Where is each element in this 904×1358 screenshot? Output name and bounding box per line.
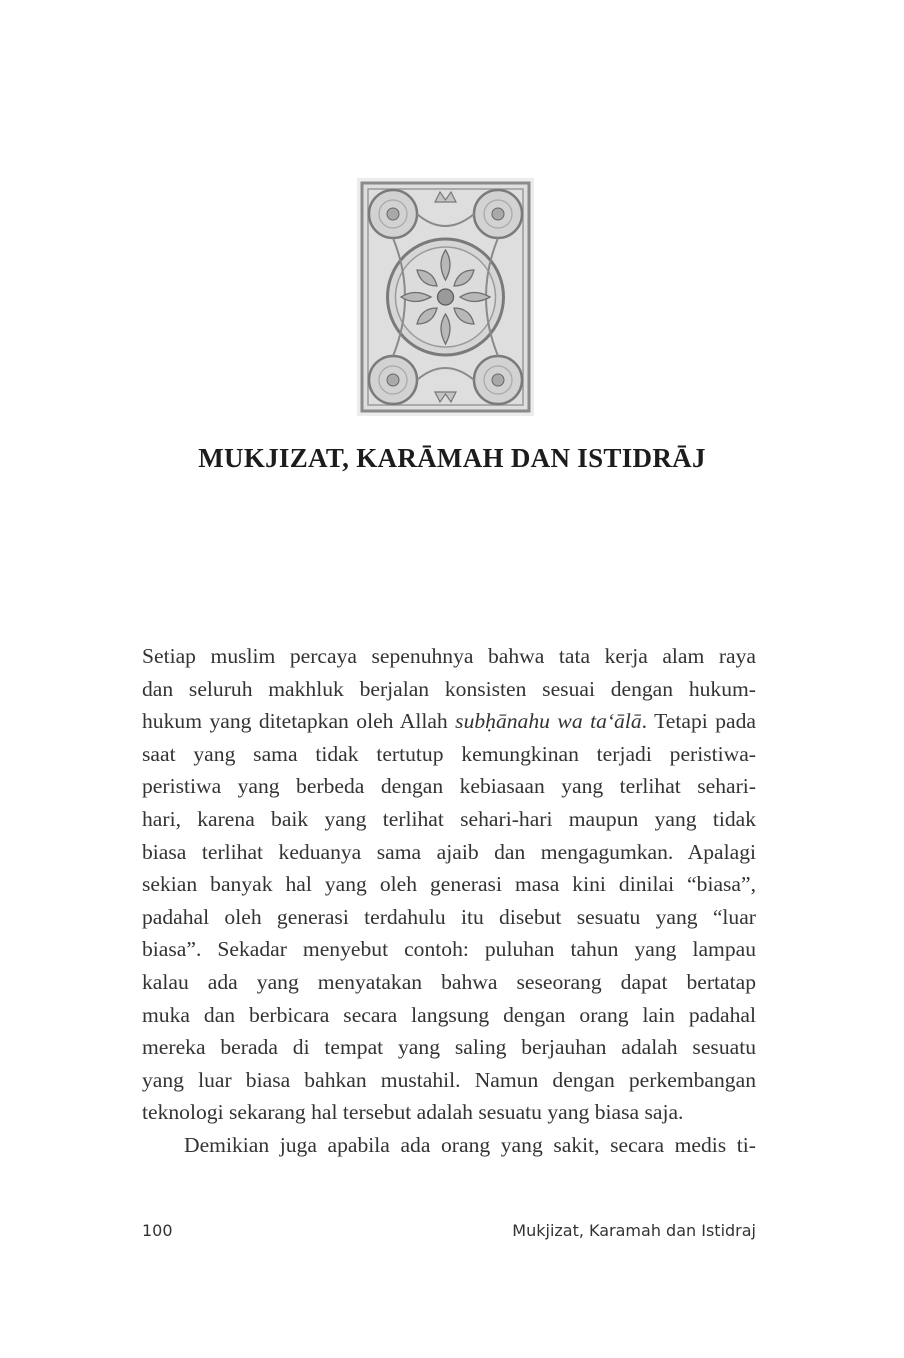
body-line: [142, 705, 756, 738]
running-head: Mukjizat, Karamah dan Istidraj: [512, 1221, 756, 1240]
body-line: padahal oleh generasi terdahulu itu disebut sesuatu yang “luar: [142, 904, 756, 929]
body-line: teknologi sekarang hal tersebut adalah sesuatu yang biasa saja.: [142, 1100, 684, 1125]
body-line: dan seluruh makhluk berjalan konsisten sesuai dengan hukum-: [142, 676, 756, 701]
body-line: biasa terlihat keduanya sama ajaib dan mengagumkan. Apalagi: [142, 839, 756, 864]
body-line: hari, karena baik yang terlihat sehari-hari maupun yang tidak: [142, 806, 756, 831]
body-line: muka dan berbicara secara langsung dengan orang lain padahal: [142, 1002, 756, 1027]
chapter-title: MUKJIZAT, KARĀMAH DAN ISTIDRĀJ: [198, 443, 706, 473]
body-line: yang luar biasa bahkan mustahil. Namun dengan perkembangan: [142, 1067, 756, 1092]
body-line-italic-phrase: subḥānahu wa ta‘ālā: [455, 709, 642, 734]
body-line: sekian banyak hal yang oleh generasi masa kini dinilai “biasa”,: [142, 872, 756, 897]
body-line: biasa”. Sekadar menyebut contoh: puluhan tahun yang lampau: [142, 937, 756, 962]
chapter-ornament: [357, 178, 534, 416]
body-text: [142, 640, 756, 1162]
body-line: peristiwa yang berbeda dengan kebiasaan yang terlihat sehari-: [142, 774, 756, 799]
body-line-post: . Tetapi pada: [641, 709, 756, 734]
body-line: mereka berada di tempat yang saling berjauhan adalah sesuatu: [142, 1035, 756, 1060]
body-line-pre: hukum yang ditetapkan oleh Allah: [142, 709, 456, 734]
body-line: Setiap muslim percaya sepenuhnya bahwa tata kerja alam raya: [142, 644, 756, 668]
body-line: Demikian juga apabila ada orang yang sakit, secara medis ti-: [184, 1132, 756, 1157]
body-line: kalau ada yang menyatakan bahwa seseorang dapat bertatap: [142, 969, 756, 994]
page-number: 100: [142, 1221, 173, 1240]
body-line: saat yang sama tidak tertutup kemungkinan terjadi peristiwa-: [142, 741, 756, 766]
